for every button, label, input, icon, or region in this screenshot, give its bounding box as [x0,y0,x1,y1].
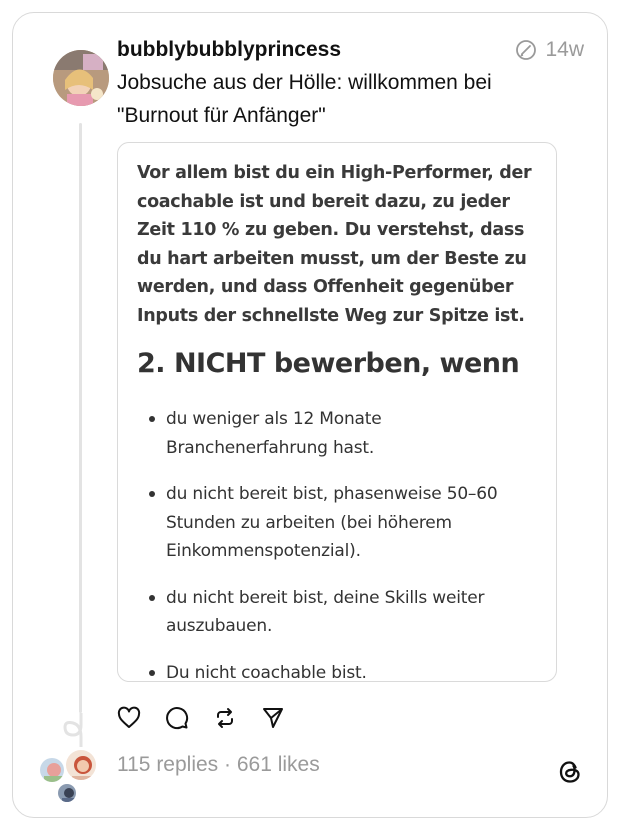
replier-avatar [38,756,66,784]
replier-avatar [64,748,98,782]
caption-line: Jobsuche aus der Hölle: willkommen bei [117,71,492,94]
list-item: Du nicht coachable bist. [166,659,546,683]
edited-clock-icon [515,39,537,61]
embed-heading: 2. NICHT bewerben, wenn [137,348,520,379]
replier-avatars[interactable] [38,748,98,804]
threads-logo-icon[interactable] [556,758,584,786]
replies-likes-count[interactable]: 115 replies · 661 likes [117,753,320,776]
thread-loop-icon [61,713,95,747]
repost-icon[interactable] [213,706,237,730]
embedded-image[interactable] [117,142,557,682]
list-item: du weniger als 12 Monate Branchenerfahrung hast. [166,405,546,462]
author-avatar[interactable] [53,50,109,106]
send-icon[interactable] [261,706,285,730]
action-bar [117,706,285,730]
time-label: 14w [545,38,584,61]
post-caption [117,66,567,132]
embed-paragraph: Vor allem bist du ein High-Performer, der coachable ist und bereit dazu, zu jeder Zeit 110 % zu geben. Du verstehst, dass du hart arbeiten musst, um der Beste zu werden, und dass Offenheit gegenüber Inputs der schnellste Weg zur Spitze ist. [137,163,532,326]
thread-line [79,123,82,713]
list-item: du nicht bereit bist, deine Skills weiter auszubauen. [166,584,546,641]
list-item: du nicht bereit bist, phasenweise 50–60 Stunden zu arbeiten (bei höherem Einkommenspotenzial). [166,480,546,566]
heart-icon[interactable] [117,706,141,730]
caption-line: "Burnout für Anfänger" [117,104,326,127]
comment-icon[interactable] [165,706,189,730]
post-time [515,38,584,62]
replier-avatar [56,782,78,804]
username[interactable]: bubblybubblyprincess [117,38,342,61]
embed-bullet-list [166,405,546,682]
